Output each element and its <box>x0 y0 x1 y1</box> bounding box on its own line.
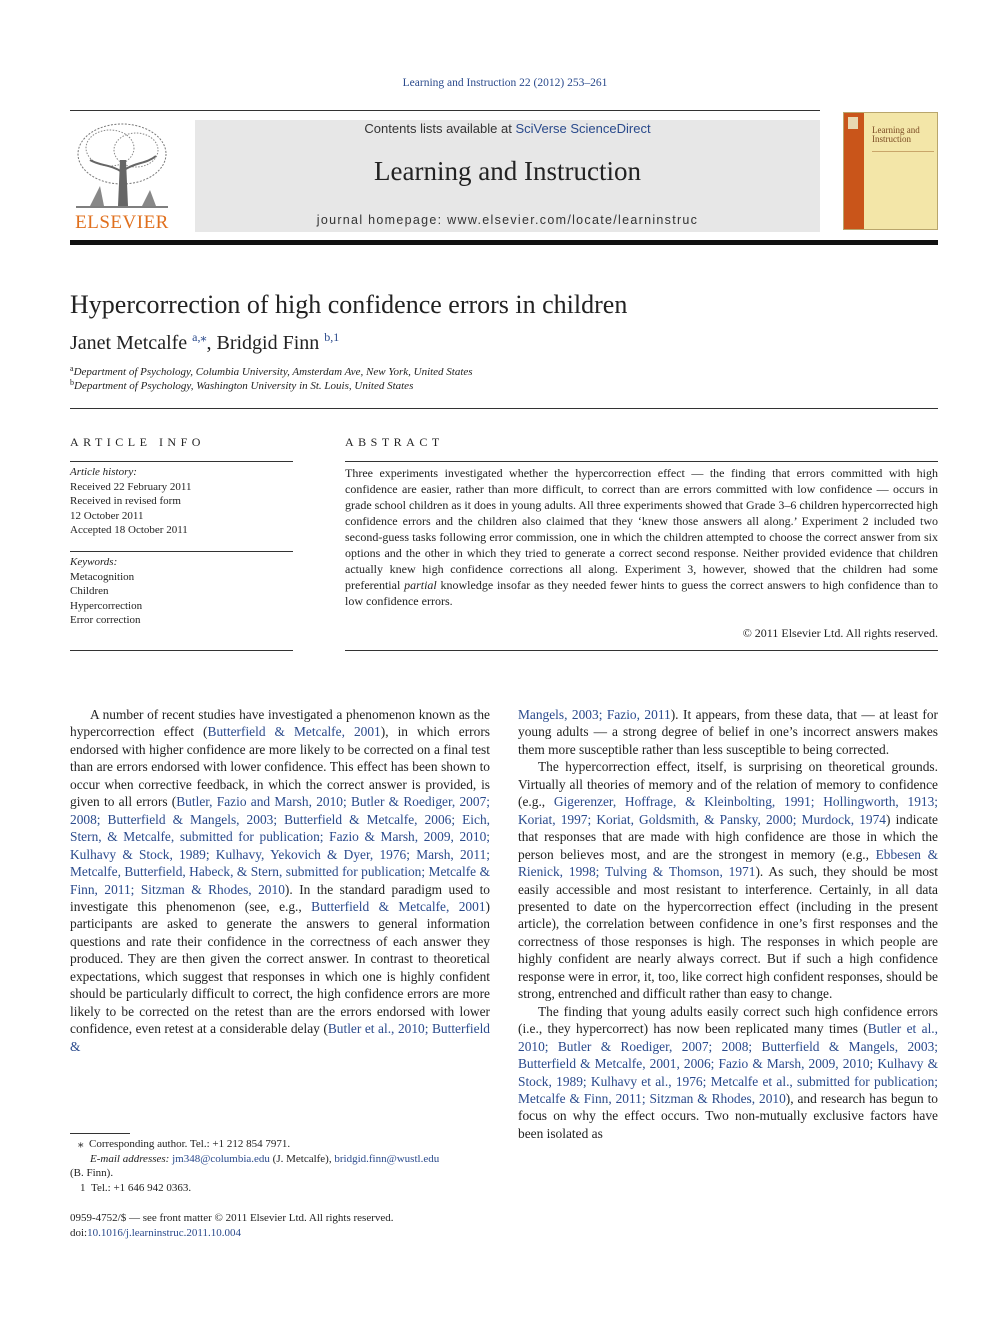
body-text: ) participants are asked to generate the answers to general information questions and rate their confidence in the correctness of each answer they produced. They are then given the correct answer. In contrast to theoretical expectations, which suggest that responses in which one is highly confident should be particularly difficult to correct, the high confidence errors are more likely to be corrected on the retest than are the errors endorsed with lower confidence, even retest at a considerable delay ( <box>70 898 490 1037</box>
footnote-mark: 1 <box>80 1181 86 1194</box>
citation-link[interactable]: Gigerenzer, Hoffrage, & Kleinbolting, 1991; Hollingworth, 1913; Koriat, 1997; Koriat, Goldsmith, & Pansky, 2000; Murdock, 1974 <box>518 794 938 827</box>
author-list <box>70 332 339 355</box>
cover-logo-icon <box>848 117 858 129</box>
body-text: ). As such, they should be most easily accessible and most resistant to interference. Certainly, in all data presented to date on the hypercorrection effect (including in the present article), the correlation between confidence in one’s first responses and the correctness of those responses is high. The responses in which people are highly confident are nearly always correct. But if such a high confidence response were in error, it, too, like correct high confident responses, should be strong, entrenched and difficult rather than easy to change. <box>518 864 938 1002</box>
email-owner: (B. Finn). <box>70 1167 114 1179</box>
keyword: Hypercorrection <box>70 599 143 612</box>
footnote-mark: ⁎ <box>78 1138 84 1150</box>
affiliation-text: Department of Psychology, Washington University in St. Louis, United States <box>74 380 414 392</box>
body-text: ) indicate that responses that are made with high confidence are those in which the person believes most, and are the strongest in memory (e.g., <box>518 811 938 862</box>
contents-line <box>195 121 820 136</box>
author-name[interactable]: Janet Metcalfe <box>70 332 188 354</box>
article-history-label: Article history: <box>70 466 137 478</box>
body-text: The finding that young adults easily correct such high confidence errors (i.e., they hypercorrect) has now been replicated many times ( <box>518 1003 938 1037</box>
email-owner: (J. Metcalfe), <box>269 1152 335 1165</box>
elsevier-wordmark: ELSEVIER <box>75 212 169 233</box>
citation-link[interactable]: Butler, Fazio and Marsh, 2010; Butler & Roediger, 2007; 2008; Butterfield & Mangels, 2003; Butterfield & Metcalfe, 2006; Eich, Stern, & Metcalfe, submitted for publication; Fazio & Marsh, 2009, 2010; Kulhavy & Stock, 1989; Kulhavy, Yekovich & Dyer, 1976; Marsh, 2011; Metcalfe, Butterfield, Habeck, & Stern, submitted for publication; Metcalfe & Finn, 2011; Sitzman & Rhodes, 2010 <box>70 794 490 897</box>
author-affiliation-mark[interactable]: a,⁎ <box>192 330 207 344</box>
article-history <box>70 465 293 538</box>
doi-link[interactable]: 10.1016/j.learninstruc.2011.10.004 <box>87 1226 242 1239</box>
keyword: Error correction <box>70 614 141 626</box>
corresponding-author-footnote <box>70 1137 490 1152</box>
cover-title-line1: Learning and <box>872 125 920 135</box>
keywords <box>70 555 293 628</box>
keywords-label: Keywords: <box>70 556 118 568</box>
footnote-rule <box>70 1133 130 1134</box>
history-entry: Received 22 February 2011 <box>70 480 192 493</box>
abstract-heading: ABSTRACT <box>345 435 444 449</box>
abstract-part: Three experiments investigated whether the hypercorrection effect — the finding that errors committed with high confidence are easier, rather than more difficult, to correct than are errors committed with low confidence — occurs in grade school children as it does in young adults. All three experiments showed that Grade 3–6 children hypercorrected high confidence errors and the children also claimed that they ‘knew those answers all along.’ Experiment 2 included two second-guess tasks following error commission, one in which the children attempted to choose the correct answer from six options and the other in which they tried to generate a correct second response. Neither provided evidence that children actually knew high confidence corrections all along. Experiment 3, however, showed that the children had some preferential <box>345 466 938 592</box>
header-thick-rule <box>70 240 938 245</box>
journal-cover[interactable] <box>843 112 938 230</box>
citation-link[interactable]: Butterfield & Metcalfe, 2001 <box>207 724 381 740</box>
affiliation-text: Department of Psychology, Columbia University, Amsterdam Ave, New York, United States <box>73 366 473 378</box>
article-info-rule <box>70 551 293 552</box>
abstract-rule <box>345 650 938 651</box>
body-text: ). It appears, from these data, that — at least for young adults — a strong degree of belief in one’s incorrect answers makes them more susceptible rather than less susceptible to being corrected. <box>518 707 938 757</box>
article-info-heading: ARTICLE INFO <box>70 435 205 449</box>
body-paragraph <box>70 706 490 1055</box>
body-text: ), and research has begun to focus on why the effect occurs. Two non-mutually exclusive factors have been isolated as <box>518 1090 938 1141</box>
citation-link[interactable]: Butterfield & Metcalfe, 2001 <box>311 898 486 914</box>
email-label: E-mail addresses: <box>90 1152 170 1165</box>
history-entry: Received in revised form <box>70 495 181 507</box>
article-info-rule <box>70 650 293 651</box>
citation-link[interactable]: Butler et al., 2010; Butler & Roediger, 2007; 2008; Butterfield & Mangels, 2003; Butterfield & Metcalfe, 2001, 2006; Fazio & Marsh, 2009, 2010; Kulhavy & Stock, 1989; Kulhavy et al., 1976; Metcalfe et al., submitted for publication; Metcalfe & Finn, 2011; Sitzman & Rhodes, 2010 <box>518 1021 938 1106</box>
elsevier-logo <box>70 120 174 232</box>
body-paragraph <box>518 1003 938 1143</box>
front-matter-info <box>70 1211 490 1240</box>
cover-title <box>872 126 920 144</box>
journal-reference[interactable]: Learning and Instruction 22 (2012) 253–261 <box>402 77 608 89</box>
citation-link[interactable]: Ebbesen & Rienick, 1998; Tulving & Thomson, 1971 <box>518 846 938 880</box>
doi-line <box>70 1226 490 1241</box>
email-link[interactable]: bridgid.finn@wustl.edu <box>334 1152 440 1165</box>
body-paragraph <box>518 758 938 1002</box>
citation-link[interactable]: Mangels, 2003; Fazio, 2011 <box>518 707 671 722</box>
abstract-copyright: © 2011 Elsevier Ltd. All rights reserved. <box>742 626 938 640</box>
journal-name: Learning and Instruction <box>374 156 641 186</box>
body-text: ). In the standard paradigm used to investigate this phenomenon (see, e.g., <box>70 881 490 914</box>
affiliation-mark: a <box>70 364 74 373</box>
affiliation <box>70 366 473 378</box>
cover-title-line2: Instruction <box>872 134 911 144</box>
footnote-text: Corresponding author. Tel.: +1 212 854 7971. <box>89 1138 291 1150</box>
email-footnote <box>70 1152 490 1167</box>
body-column-left <box>70 706 490 1055</box>
affiliation-rule <box>70 408 938 409</box>
keyword: Metacognition <box>70 570 135 583</box>
sciencedirect-link[interactable]: SciVerse ScienceDirect <box>515 121 651 136</box>
history-entry: Accepted 18 October 2011 <box>70 524 188 536</box>
issn-line: 0959-4752/$ — see front matter © 2011 Elsevier Ltd. All rights reserved. <box>70 1212 394 1224</box>
doi-label: doi: <box>70 1226 88 1239</box>
abstract-part: knowledge insofar as they needed fewer hints to guess the correct answers to high confidence than to low confidence errors. <box>345 578 938 608</box>
journal-homepage[interactable]: journal homepage: www.elsevier.com/locate/learninstruc <box>316 213 699 227</box>
abstract-emphasis: partial <box>404 578 437 592</box>
body-paragraph <box>518 706 938 758</box>
history-entry: 12 October 2011 <box>70 509 144 522</box>
body-text: ), in which errors endorsed with higher confidence are more likely to be corrected on a final test than are errors endorsed with lower confidence. This effect has been shown to occur when corrective feedback, in which the correct answer is provided, is given to all errors ( <box>70 724 490 810</box>
author-affiliation-mark[interactable]: b,1 <box>324 330 340 344</box>
journal-banner <box>195 120 820 232</box>
body-text: A number of recent studies have investigated a phenomenon known as the hypercorrection effect ( <box>70 707 490 740</box>
abstract-text <box>345 465 938 609</box>
body-text: The hypercorrection effect, itself, is surprising on theoretical grounds. Virtually all theories of memory and of the relation of memory to confidence (e.g., <box>518 759 938 810</box>
abstract-rule <box>345 461 938 462</box>
footnote-text: Tel.: +1 646 942 0363. <box>91 1181 192 1194</box>
cover-spine <box>844 113 864 230</box>
header-rule <box>70 110 820 111</box>
author-name[interactable]: Bridgid Finn <box>216 332 320 354</box>
article-title: Hypercorrection of high confidence errors in children <box>70 290 628 319</box>
email-link[interactable]: jm348@columbia.edu <box>172 1152 270 1165</box>
footnotes <box>70 1137 490 1195</box>
affiliation-mark: b <box>70 378 74 387</box>
author-separator: , <box>206 332 217 354</box>
affiliation <box>70 380 413 392</box>
body-column-right <box>518 706 938 1142</box>
cover-rule <box>872 151 934 152</box>
phone-footnote <box>70 1181 490 1196</box>
keyword: Children <box>70 585 109 597</box>
article-info-rule <box>70 461 293 462</box>
citation-link[interactable]: Butler et al., 2010; Butterfield & <box>70 1021 490 1054</box>
contents-prefix: Contents lists available at <box>364 121 516 136</box>
